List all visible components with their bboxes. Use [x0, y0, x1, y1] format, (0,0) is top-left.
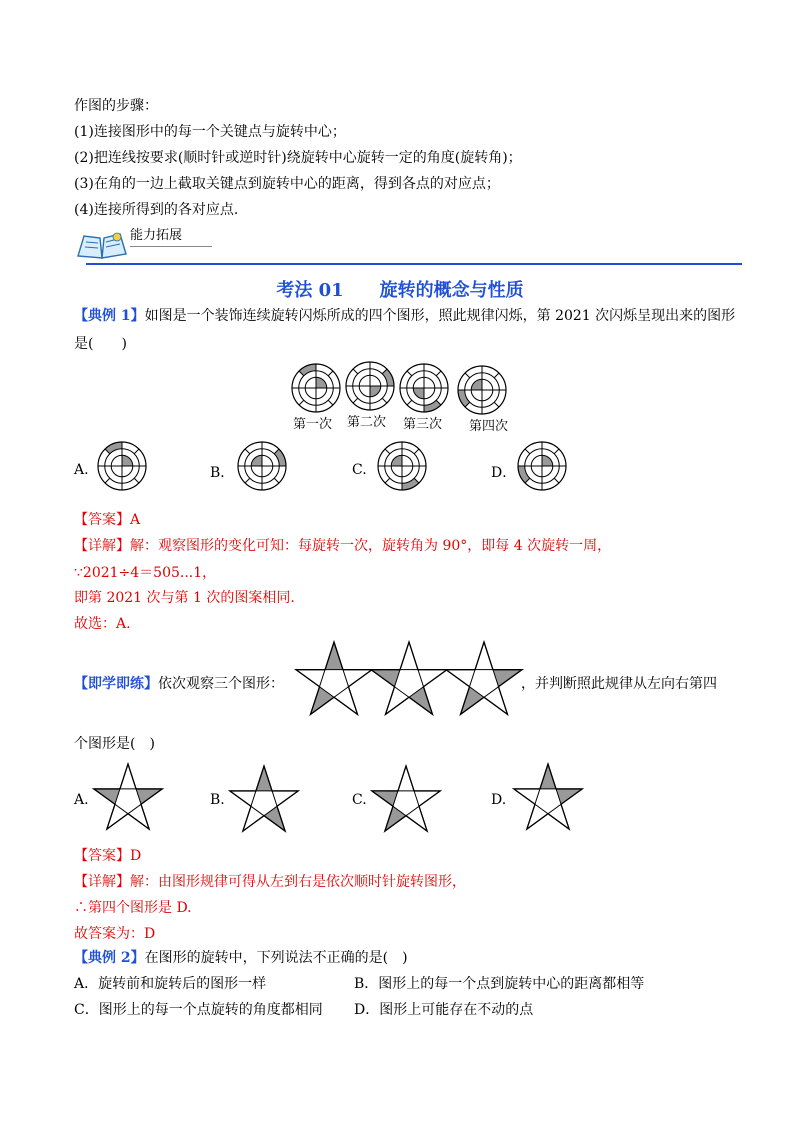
example2-tag: 【典例 2】	[74, 950, 145, 966]
practice-answer: D	[130, 848, 142, 864]
practice-detail-2: ∴第四个图形是 D.	[74, 900, 192, 916]
ex1-detail-tag: 【详解】	[74, 538, 130, 554]
ex1-detail-3: 即第 2021 次与第 1 次的图案相同.	[74, 590, 295, 606]
practice-detail-tag: 【详解】	[74, 874, 130, 890]
step-3: (3)在角的一边上截取关键点到旋转中心的距离，得到各点的对应点；	[74, 176, 500, 192]
figure-label-1: 第一次	[293, 417, 333, 432]
ex1-option-a[interactable]: A.	[74, 462, 89, 478]
ex2-option-c[interactable]: C．图形上的每一个点旋转的角度都相同	[74, 1002, 323, 1018]
practice-text: 依次观察三个图形：	[158, 676, 284, 692]
practice-option-d[interactable]: D.	[491, 792, 507, 808]
practice-option-c-star	[372, 766, 440, 831]
steps-title: 作图的步骤：	[74, 98, 158, 114]
section-label: 能力拓展	[130, 226, 212, 247]
example1-question-cont: 是( )	[74, 336, 127, 352]
practice-star-1	[296, 642, 372, 714]
ex1-detail: 解：观察图形的变化可知：每旋转一次，旋转角为 90°，即每 4 次旋转一周，	[130, 538, 612, 554]
ex1-answer-tag: 【答案】	[74, 512, 130, 528]
practice-star-3	[446, 642, 522, 714]
ex1-option-b[interactable]: B．	[210, 465, 235, 481]
practice-conclusion-label: 故答案为：	[74, 926, 144, 942]
step-2: (2)把连线按要求(顺时针或逆时针)绕旋转中心旋转一定的角度(旋转角)；	[74, 150, 522, 166]
ex1-answer: A	[130, 512, 141, 528]
ex1-conclusion: 故选：A.	[74, 616, 131, 632]
example2-question: 在图形的旋转中，下列说法不正确的是( )	[144, 950, 408, 966]
figure-label-3: 第三次	[403, 417, 443, 432]
ex2-option-a[interactable]: A．旋转前和旋转后的图形一样	[74, 976, 267, 992]
ex1-option-d[interactable]: D．	[491, 465, 517, 481]
step-4: (4)连接所得到的各对应点.	[74, 202, 239, 218]
practice-text-2: 个图形是( )	[74, 736, 155, 752]
practice-detail: 解：由图形规律可得从左到右是依次顺时针旋转图形，	[130, 874, 466, 890]
practice-tag: 【即学即练】	[74, 676, 158, 692]
ex1-detail-2: ∵2021÷4＝505...1，	[74, 565, 217, 581]
example1-tag: 【典例 1】	[74, 308, 145, 324]
practice-option-b[interactable]: B.	[210, 792, 225, 808]
ex2-option-d[interactable]: D．图形上可能存在不动的点	[354, 1002, 534, 1018]
practice-option-a-star	[94, 764, 162, 829]
figure-label-4: 第四次	[469, 419, 509, 434]
example1-question: 如图是一个装饰连续旋转闪烁所成的四个图形，照此规律闪烁，第 2021 次闪烁呈现出来的图形	[144, 308, 736, 324]
section-title: 考法 01 旋转的概念与性质	[276, 280, 524, 301]
practice-option-a[interactable]: A.	[74, 792, 89, 808]
practice-star-2	[371, 642, 447, 714]
practice-answer-tag: 【答案】	[74, 848, 130, 864]
ex1-option-c[interactable]: C.	[352, 462, 367, 478]
practice-option-d-star	[514, 764, 582, 829]
ex2-option-b[interactable]: B．图形上的每一个点到旋转中心的距离都相等	[354, 976, 645, 992]
practice-text-after: ，并判断照此规律从左向右第四	[521, 676, 717, 692]
figure-label-2: 第二次	[347, 415, 387, 430]
practice-option-c[interactable]: C.	[352, 792, 367, 808]
step-1: (1)连接图形中的每一个关键点与旋转中心；	[74, 124, 346, 140]
practice-conclusion-value: D	[144, 926, 156, 942]
practice-option-b-star	[230, 766, 298, 831]
